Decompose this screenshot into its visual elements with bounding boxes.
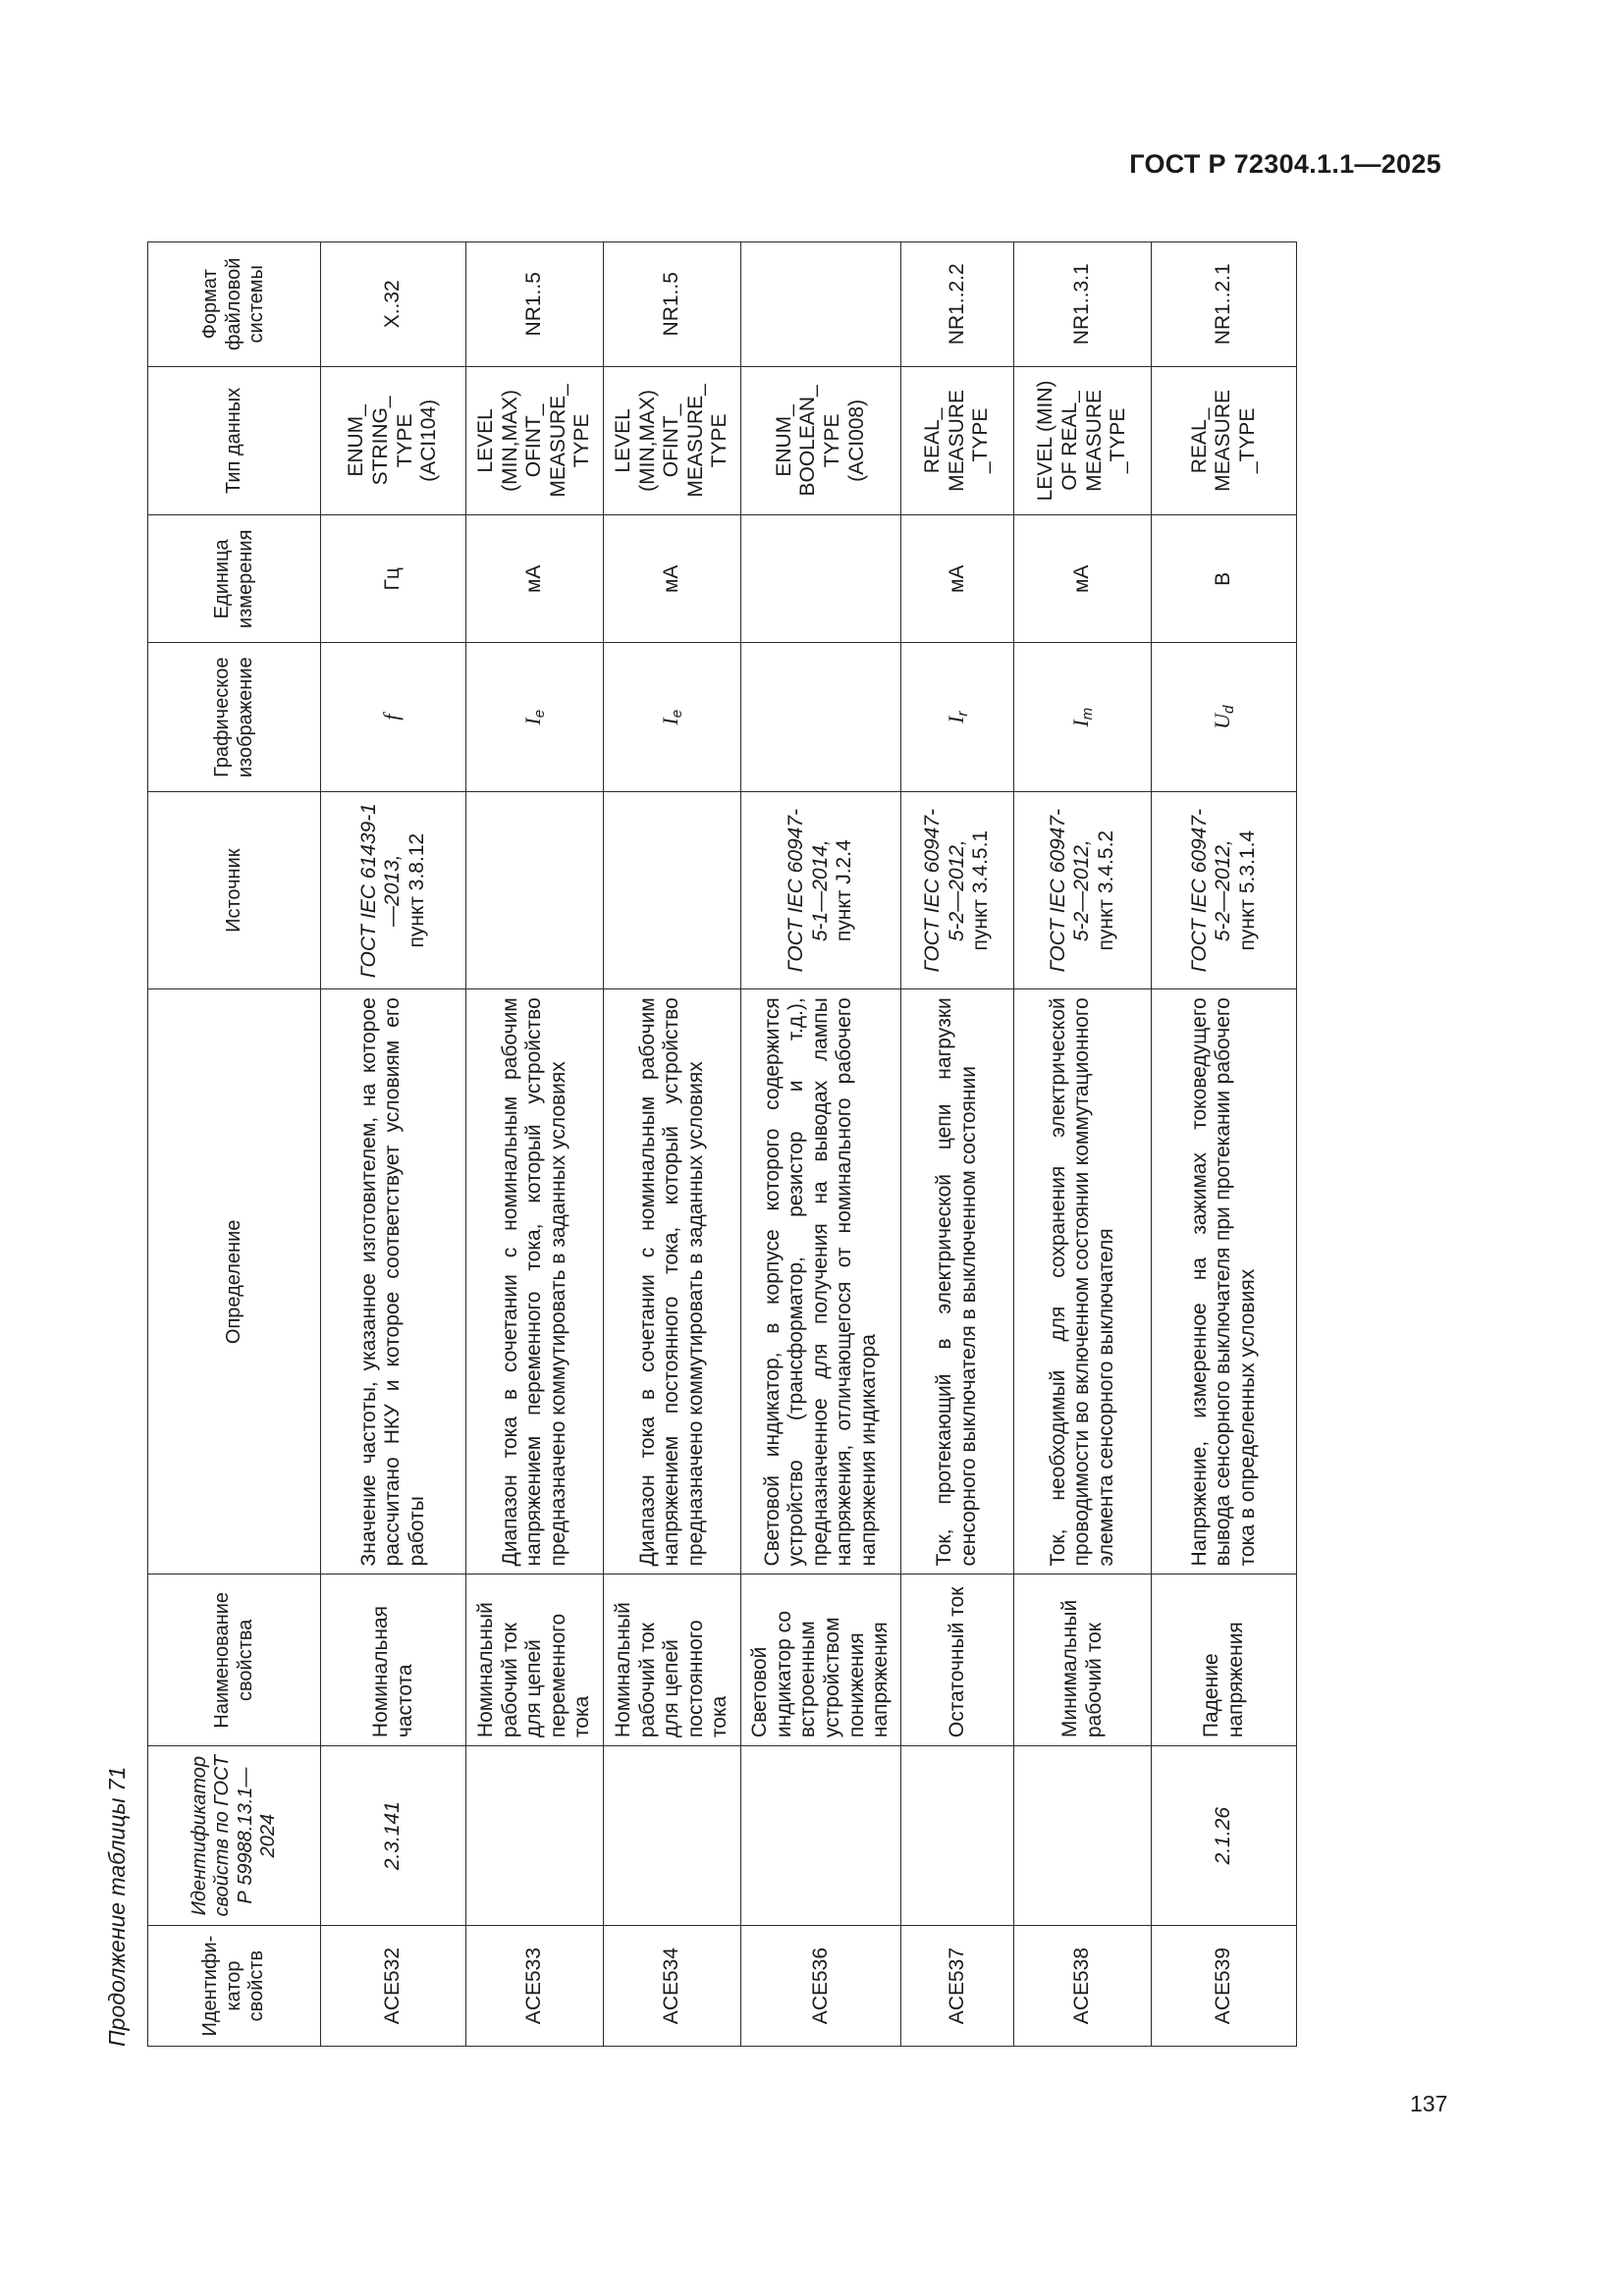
- header-source: Источник: [148, 792, 321, 989]
- cell-unit: Гц: [321, 515, 466, 643]
- cell-data-type: LEVEL (MIN,MAX) OFINT_ MEASURE_ TYPE: [466, 366, 604, 515]
- source-document: ГОСТ IEC 60947-5-2—2012,: [921, 808, 968, 973]
- cell-unit: В: [1152, 515, 1297, 643]
- cell-format: NR1..2.1: [1152, 242, 1297, 367]
- header-id: Идентифи-катор свойств: [148, 1926, 321, 2047]
- cell-gost-id: [901, 1746, 1014, 1926]
- header-gost-id: Идентификатор свойств по ГОСТ Р 59988.13.1—2024: [148, 1746, 321, 1926]
- source-clause: пункт 3.4.5.1: [969, 829, 993, 951]
- symbol-main: I: [520, 718, 546, 725]
- cell-source: [1014, 792, 1152, 989]
- cell-symbol: [1152, 643, 1297, 792]
- cell-format: NR1..3.1: [1014, 242, 1152, 367]
- symbol-main: I: [1068, 720, 1094, 727]
- table-row: [741, 242, 901, 2047]
- source-clause: пункт 3.8.12: [405, 832, 428, 948]
- cell-source: [901, 792, 1014, 989]
- header-unit: Единица измерения: [148, 515, 321, 643]
- cell-name: Световой индикатор со встроенным устройством понижения напряжения: [741, 1575, 901, 1746]
- cell-definition: Диапазон тока в сочетании с номинальным рабочим напряжением постоянного тока, который устройство предназначено коммутировать в заданных условиях: [604, 989, 741, 1575]
- source-clause: пункт 5.3.1.4: [1235, 829, 1259, 951]
- cell-source: [741, 792, 901, 989]
- cell-id: ACE533: [466, 1926, 604, 2047]
- table-row: [604, 242, 741, 2047]
- cell-definition: Напряжение, измеренное на зажимах токоведущего вывода сенсорного выключателя при протекании рабочего тока в определенных условиях: [1152, 989, 1297, 1575]
- symbol-main: U: [1210, 713, 1235, 729]
- cell-symbol: [321, 643, 466, 792]
- symbol-subscript: m: [1079, 707, 1097, 721]
- cell-definition: Ток, протекающий в электрической цепи нагрузки сенсорного выключателя в выключенном состоянии: [901, 989, 1014, 1575]
- cell-data-type: REAL_ MEASURE _TYPE: [1152, 366, 1297, 515]
- rotated-table-area: [100, 218, 1375, 2121]
- cell-format: NR1..2.2: [901, 242, 1014, 367]
- cell-symbol: [901, 643, 1014, 792]
- symbol-main: f: [379, 714, 405, 721]
- cell-definition: Ток, необходимый для сохранения электрической проводимости во включенном состоянии коммутационного элемента сенсорного выключателя: [1014, 989, 1152, 1575]
- header-name: Наименование свойства: [148, 1575, 321, 1746]
- cell-definition: Световой индикатор, в корпусе которого содержится устройство (трансформатор, резистор и т.д.), предназначенное для получения на выводах лампы напряжения, отличающегося от номинального рабочего напряжения индикатора: [741, 989, 901, 1575]
- source-clause: пункт J.2.4: [833, 839, 856, 942]
- cell-unit: мА: [901, 515, 1014, 643]
- cell-id: ACE539: [1152, 1926, 1297, 2047]
- cell-data-type: REAL_ MEASURE _TYPE: [901, 366, 1014, 515]
- cell-symbol: [741, 643, 901, 792]
- header-format: Формат файловой системы: [148, 242, 321, 367]
- header-data-type: Тип данных: [148, 366, 321, 515]
- cell-data-type: LEVEL (MIN,MAX) OFINT_ MEASURE_ TYPE: [604, 366, 741, 515]
- standard-header: ГОСТ Р 72304.1.1—2025: [1129, 149, 1441, 179]
- table-row: [1014, 242, 1152, 2047]
- properties-table: [147, 241, 1297, 2047]
- cell-gost-id: [604, 1746, 741, 1926]
- table-header-row: [148, 242, 321, 2047]
- cell-name: Падение напряжения: [1152, 1575, 1297, 1746]
- cell-name: Остаточный ток: [901, 1575, 1014, 1746]
- source-document: ГОСТ IEC 60947-5-2—2012,: [1187, 808, 1235, 973]
- cell-source: [604, 792, 741, 989]
- symbol-subscript: e: [531, 709, 549, 719]
- source-document: ГОСТ IEC 61439-1—2013,: [356, 803, 405, 979]
- table-row: [1152, 242, 1297, 2047]
- cell-unit: мА: [604, 515, 741, 643]
- cell-symbol: [1014, 643, 1152, 792]
- table-row: [466, 242, 604, 2047]
- cell-gost-id: [466, 1746, 604, 1926]
- cell-id: ACE534: [604, 1926, 741, 2047]
- cell-unit: мА: [466, 515, 604, 643]
- page-number: 137: [1410, 2091, 1448, 2116]
- cell-source: [1152, 792, 1297, 989]
- cell-name: Номинальная частота: [321, 1575, 466, 1746]
- cell-data-type: LEVEL (MIN) OF REAL_ MEASURE _TYPE: [1014, 366, 1152, 515]
- cell-name: Номинальный рабочий ток для цепей постоянного тока: [604, 1575, 741, 1746]
- table-row: [901, 242, 1014, 2047]
- cell-definition: Значение частоты, указанное изготовителем, на которое рассчитано НКУ и которое соответствует условиям его работы: [321, 989, 466, 1575]
- header-definition: Определение: [148, 989, 321, 1575]
- source-clause: пункт 3.4.5.2: [1094, 829, 1117, 951]
- cell-data-type: ENUM_ STRING_ TYPE (ACI104): [321, 366, 466, 515]
- cell-format: NR1..5: [604, 242, 741, 367]
- cell-source: [321, 792, 466, 989]
- cell-id: ACE538: [1014, 1926, 1152, 2047]
- symbol-subscript: r: [953, 711, 971, 717]
- cell-id: ACE532: [321, 1926, 466, 2047]
- cell-format: [741, 242, 901, 367]
- cell-id: ACE537: [901, 1926, 1014, 2047]
- symbol-main: I: [658, 718, 683, 725]
- cell-gost-id: 2.3.141: [321, 1746, 466, 1926]
- cell-gost-id: [741, 1746, 901, 1926]
- source-document: ГОСТ IEC 60947-5-2—2012,: [1046, 808, 1094, 973]
- cell-unit: мА: [1014, 515, 1152, 643]
- cell-id: ACE536: [741, 1926, 901, 2047]
- cell-source: [466, 792, 604, 989]
- cell-format: NR1..5: [466, 242, 604, 367]
- cell-format: X..32: [321, 242, 466, 367]
- source-document: ГОСТ IEC 60947-5-1—2014,: [785, 808, 832, 973]
- cell-gost-id: [1014, 1746, 1152, 1926]
- cell-gost-id: 2.1.26: [1152, 1746, 1297, 1926]
- cell-definition: Диапазон тока в сочетании с номинальным рабочим напряжением переменного тока, который устройство предназначено коммутировать в заданных условиях: [466, 989, 604, 1575]
- table-row: [321, 242, 466, 2047]
- symbol-main: I: [943, 716, 968, 723]
- cell-symbol: [604, 643, 741, 792]
- cell-data-type: ENUM_ BOOLEAN_ TYPE (ACI008): [741, 366, 901, 515]
- symbol-subscript: d: [1220, 705, 1238, 714]
- cell-unit: [741, 515, 901, 643]
- cell-name: Минимальный рабочий ток: [1014, 1575, 1152, 1746]
- header-symbol: Графическое изображение: [148, 643, 321, 792]
- table-caption: Продолжение таблицы 71: [104, 1766, 130, 2047]
- symbol-subscript: e: [669, 709, 686, 719]
- cell-symbol: [466, 643, 604, 792]
- cell-name: Номинальный рабочий ток для цепей переменного тока: [466, 1575, 604, 1746]
